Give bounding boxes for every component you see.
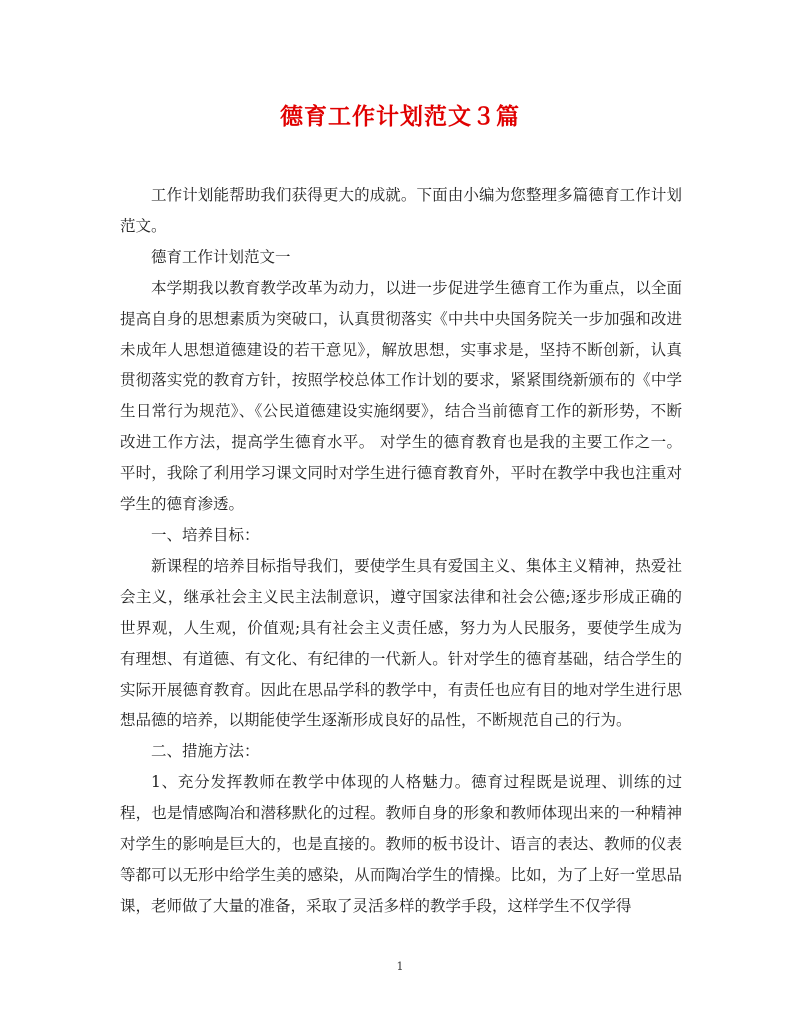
paragraph-semester-plan: 本学期我以教育教学改革为动力，以进一步促进学生德育工作为重点，以全面提高自身的思想素质为突破口，认真贯彻落实《中共中央国务院关一步加强和改进未成年人思想道德建设的若干意见》，解放思想，实事求是，坚持不断创新，认真贯彻落实党的教育方针，按照学校总体工作计划的要求，紧紧围绕新颁布的《中学生日常行为规范》、《公民道德建设实施纲要》，结合当前德育工作的新形势，不断改进工作方法，提高学生德育水平。 对学生的德育教育也是我的主要工作之一。平时，我除了利用学习课文同时对学生进行德育教育外，平时在教学中我也注重对学生的德育渗透。 — [120, 278, 682, 514]
section-heading-methods: 二、措施方法： — [151, 742, 260, 761]
page-number: 1 — [396, 960, 404, 973]
paragraph-method-one: 1、充分发挥教师在教学中体现的人格魅力。德育过程既是说理、训练的过程，也是情感陶冶和潜移默化的过程。教师自身的形象和教师体现出来的一种精神对学生的影响是巨大的，也是直接的。教师的板书设计、语言的表达、教师的仪表等都可以无形中给学生美的感染，从而陶冶学生的情操。比如，为了上好一堂思品课，老师做了大量的准备，采取了灵活多样的教学手段，这样学生不仅学得 — [120, 773, 682, 915]
section-heading-sample-one: 德育工作计划范文一 — [151, 247, 291, 266]
section-heading-goals: 一、培养目标： — [151, 525, 260, 544]
paragraph-goals: 新课程的培养目标指导我们，要使学生具有爱国主义、集体主义精神，热爱社会主义，继承社会主义民主法制意识，遵守国家法律和社会公德;逐步形成正确的世界观，人生观，价值观;具有社会主义责任感，努力为人民服务，要使学生成为有理想、有道德、有文化、有纪律的一代新人。针对学生的德育基础，结合学生的实际开展德育教育。因此在思品学科的教学中，有责任也应有目的地对学生进行思想品德的培养，以期能使学生逐渐形成良好的品性，不断规范自己的行为。 — [120, 556, 682, 730]
document-title: 德育工作计划范文３篇 — [280, 103, 520, 130]
paragraph-intro: 工作计划能帮助我们获得更大的成就。下面由小编为您整理多篇德育工作计划范文。 — [120, 186, 682, 235]
document-body — [120, 180, 682, 922]
